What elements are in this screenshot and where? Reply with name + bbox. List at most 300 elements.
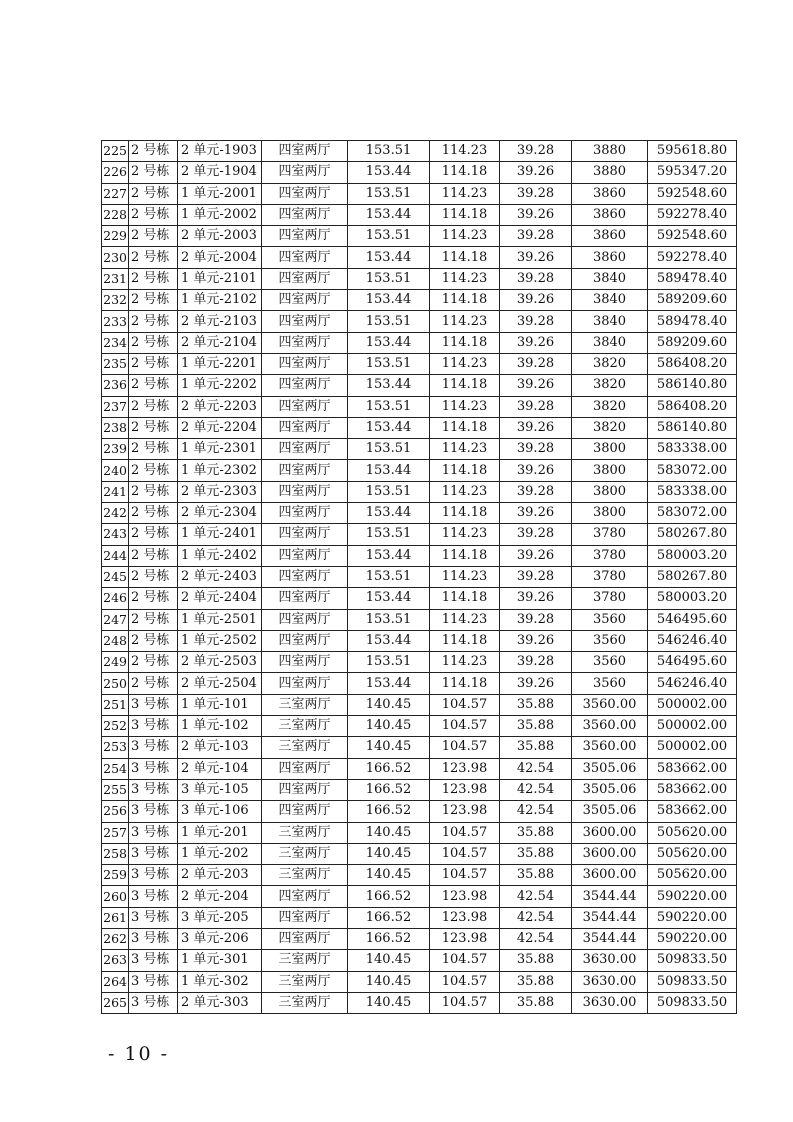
inner-area-cell: 114.23 <box>430 268 500 289</box>
unit-price-cell: 3780 <box>572 566 648 587</box>
building-area-cell: 153.44 <box>348 247 430 268</box>
unit-price-cell: 3560.00 <box>572 716 648 737</box>
layout-cell: 四室两厅 <box>262 417 348 438</box>
unit-room-cell: 3 单元-105 <box>178 779 262 800</box>
layout-cell: 四室两厅 <box>262 268 348 289</box>
layout-cell: 四室两厅 <box>262 652 348 673</box>
shared-area-cell: 42.54 <box>500 886 572 907</box>
layout-cell: 四室两厅 <box>262 226 348 247</box>
unit-price-cell: 3800 <box>572 481 648 502</box>
layout-cell: 三室两厅 <box>262 992 348 1013</box>
table-row <box>102 971 737 992</box>
total-price-cell: 586408.20 <box>648 353 737 374</box>
building-cell: 3 号栋 <box>129 907 178 928</box>
total-price-cell: 590220.00 <box>648 907 737 928</box>
total-price-cell: 586140.80 <box>648 375 737 396</box>
building-cell: 2 号栋 <box>129 204 178 225</box>
unit-room-cell: 2 单元-2104 <box>178 332 262 353</box>
building-area-cell: 140.45 <box>348 950 430 971</box>
layout-cell: 四室两厅 <box>262 460 348 481</box>
table-row <box>102 865 737 886</box>
row-index-cell: 260 <box>102 886 129 907</box>
total-price-cell: 546246.40 <box>648 630 737 651</box>
building-area-cell: 140.45 <box>348 843 430 864</box>
shared-area-cell: 42.54 <box>500 779 572 800</box>
total-price-cell: 580003.20 <box>648 588 737 609</box>
inner-area-cell: 114.23 <box>430 609 500 630</box>
building-area-cell: 166.52 <box>348 928 430 949</box>
shared-area-cell: 39.26 <box>500 673 572 694</box>
shared-area-cell: 39.28 <box>500 226 572 247</box>
unit-room-cell: 1 单元-2502 <box>178 630 262 651</box>
row-index-cell: 238 <box>102 417 129 438</box>
unit-room-cell: 1 单元-2402 <box>178 545 262 566</box>
shared-area-cell: 39.28 <box>500 396 572 417</box>
building-area-cell: 153.51 <box>348 183 430 204</box>
total-price-cell: 509833.50 <box>648 971 737 992</box>
table-row <box>102 183 737 204</box>
building-area-cell: 153.51 <box>348 353 430 374</box>
table-row <box>102 886 737 907</box>
table-row <box>102 162 737 183</box>
table-row <box>102 545 737 566</box>
table-row <box>102 226 737 247</box>
building-area-cell: 140.45 <box>348 992 430 1013</box>
inner-area-cell: 114.18 <box>430 162 500 183</box>
layout-cell: 三室两厅 <box>262 737 348 758</box>
row-index-cell: 233 <box>102 311 129 332</box>
unit-room-cell: 2 单元-104 <box>178 758 262 779</box>
shared-area-cell: 39.26 <box>500 630 572 651</box>
building-cell: 2 号栋 <box>129 162 178 183</box>
inner-area-cell: 114.18 <box>430 588 500 609</box>
unit-room-cell: 2 单元-2003 <box>178 226 262 247</box>
shared-area-cell: 39.26 <box>500 162 572 183</box>
building-cell: 3 号栋 <box>129 822 178 843</box>
building-cell: 2 号栋 <box>129 332 178 353</box>
unit-room-cell: 1 单元-202 <box>178 843 262 864</box>
row-index-cell: 264 <box>102 971 129 992</box>
total-price-cell: 546495.60 <box>648 652 737 673</box>
building-area-cell: 153.51 <box>348 268 430 289</box>
unit-room-cell: 1 单元-2301 <box>178 439 262 460</box>
unit-room-cell: 2 单元-2503 <box>178 652 262 673</box>
unit-room-cell: 2 单元-2404 <box>178 588 262 609</box>
building-area-cell: 153.44 <box>348 417 430 438</box>
building-area-cell: 153.44 <box>348 673 430 694</box>
unit-room-cell: 1 单元-2501 <box>178 609 262 630</box>
total-price-cell: 590220.00 <box>648 928 737 949</box>
total-price-cell: 500002.00 <box>648 694 737 715</box>
shared-area-cell: 35.88 <box>500 843 572 864</box>
unit-price-cell: 3560 <box>572 673 648 694</box>
building-area-cell: 166.52 <box>348 758 430 779</box>
row-index-cell: 229 <box>102 226 129 247</box>
layout-cell: 四室两厅 <box>262 353 348 374</box>
unit-room-cell: 2 单元-2504 <box>178 673 262 694</box>
layout-cell: 四室两厅 <box>262 481 348 502</box>
layout-cell: 四室两厅 <box>262 375 348 396</box>
building-area-cell: 153.44 <box>348 588 430 609</box>
total-price-cell: 509833.50 <box>648 950 737 971</box>
layout-cell: 四室两厅 <box>262 907 348 928</box>
unit-room-cell: 2 单元-1904 <box>178 162 262 183</box>
total-price-cell: 580267.80 <box>648 566 737 587</box>
total-price-cell: 589478.40 <box>648 311 737 332</box>
table-row <box>102 716 737 737</box>
shared-area-cell: 39.28 <box>500 311 572 332</box>
unit-room-cell: 2 单元-204 <box>178 886 262 907</box>
building-cell: 2 号栋 <box>129 524 178 545</box>
layout-cell: 四室两厅 <box>262 290 348 311</box>
building-cell: 2 号栋 <box>129 545 178 566</box>
total-price-cell: 505620.00 <box>648 843 737 864</box>
building-cell: 2 号栋 <box>129 268 178 289</box>
row-index-cell: 252 <box>102 716 129 737</box>
shared-area-cell: 39.28 <box>500 566 572 587</box>
row-index-cell: 234 <box>102 332 129 353</box>
row-index-cell: 261 <box>102 907 129 928</box>
unit-price-cell: 3630.00 <box>572 971 648 992</box>
layout-cell: 三室两厅 <box>262 865 348 886</box>
total-price-cell: 509833.50 <box>648 992 737 1013</box>
layout-cell: 四室两厅 <box>262 524 348 545</box>
unit-room-cell: 2 单元-2304 <box>178 503 262 524</box>
row-index-cell: 243 <box>102 524 129 545</box>
building-area-cell: 153.51 <box>348 524 430 545</box>
unit-room-cell: 1 单元-2001 <box>178 183 262 204</box>
total-price-cell: 583072.00 <box>648 460 737 481</box>
shared-area-cell: 35.88 <box>500 694 572 715</box>
building-cell: 2 号栋 <box>129 673 178 694</box>
table-row <box>102 630 737 651</box>
row-index-cell: 228 <box>102 204 129 225</box>
row-index-cell: 235 <box>102 353 129 374</box>
table-row <box>102 779 737 800</box>
inner-area-cell: 114.23 <box>430 353 500 374</box>
row-index-cell: 226 <box>102 162 129 183</box>
inner-area-cell: 104.57 <box>430 694 500 715</box>
inner-area-cell: 123.98 <box>430 779 500 800</box>
table-row <box>102 503 737 524</box>
unit-price-cell: 3560 <box>572 609 648 630</box>
inner-area-cell: 123.98 <box>430 801 500 822</box>
total-price-cell: 583662.00 <box>648 779 737 800</box>
total-price-cell: 583072.00 <box>648 503 737 524</box>
unit-room-cell: 2 单元-203 <box>178 865 262 886</box>
building-area-cell: 153.51 <box>348 141 430 162</box>
building-cell: 2 号栋 <box>129 588 178 609</box>
row-index-cell: 257 <box>102 822 129 843</box>
building-cell: 2 号栋 <box>129 609 178 630</box>
unit-price-cell: 3860 <box>572 204 648 225</box>
building-cell: 3 号栋 <box>129 928 178 949</box>
layout-cell: 三室两厅 <box>262 843 348 864</box>
building-area-cell: 153.51 <box>348 481 430 502</box>
inner-area-cell: 114.18 <box>430 332 500 353</box>
unit-room-cell: 2 单元-1903 <box>178 141 262 162</box>
layout-cell: 四室两厅 <box>262 588 348 609</box>
unit-room-cell: 1 单元-2302 <box>178 460 262 481</box>
inner-area-cell: 114.23 <box>430 396 500 417</box>
total-price-cell: 583338.00 <box>648 439 737 460</box>
building-cell: 2 号栋 <box>129 247 178 268</box>
layout-cell: 四室两厅 <box>262 332 348 353</box>
unit-room-cell: 1 单元-102 <box>178 716 262 737</box>
shared-area-cell: 39.28 <box>500 524 572 545</box>
table-row <box>102 268 737 289</box>
row-index-cell: 232 <box>102 290 129 311</box>
unit-price-cell: 3860 <box>572 183 648 204</box>
total-price-cell: 589209.60 <box>648 332 737 353</box>
shared-area-cell: 39.28 <box>500 268 572 289</box>
unit-price-cell: 3780 <box>572 545 648 566</box>
unit-room-cell: 1 单元-2201 <box>178 353 262 374</box>
unit-price-cell: 3840 <box>572 311 648 332</box>
table-row <box>102 928 737 949</box>
row-index-cell: 231 <box>102 268 129 289</box>
unit-price-cell: 3800 <box>572 439 648 460</box>
table-row <box>102 737 737 758</box>
unit-price-cell: 3600.00 <box>572 843 648 864</box>
row-index-cell: 237 <box>102 396 129 417</box>
layout-cell: 四室两厅 <box>262 247 348 268</box>
layout-cell: 四室两厅 <box>262 396 348 417</box>
building-area-cell: 140.45 <box>348 737 430 758</box>
building-cell: 2 号栋 <box>129 141 178 162</box>
inner-area-cell: 104.57 <box>430 971 500 992</box>
layout-cell: 四室两厅 <box>262 779 348 800</box>
building-cell: 2 号栋 <box>129 652 178 673</box>
table-row <box>102 439 737 460</box>
shared-area-cell: 39.26 <box>500 247 572 268</box>
building-area-cell: 153.44 <box>348 630 430 651</box>
unit-room-cell: 3 单元-106 <box>178 801 262 822</box>
building-area-cell: 166.52 <box>348 886 430 907</box>
total-price-cell: 592278.40 <box>648 247 737 268</box>
unit-price-cell: 3505.06 <box>572 801 648 822</box>
inner-area-cell: 114.23 <box>430 481 500 502</box>
shared-area-cell: 35.88 <box>500 737 572 758</box>
table-row <box>102 290 737 311</box>
shared-area-cell: 39.26 <box>500 460 572 481</box>
unit-price-cell: 3860 <box>572 226 648 247</box>
layout-cell: 四室两厅 <box>262 183 348 204</box>
building-cell: 2 号栋 <box>129 481 178 502</box>
table-row <box>102 311 737 332</box>
unit-room-cell: 1 单元-101 <box>178 694 262 715</box>
building-area-cell: 140.45 <box>348 716 430 737</box>
total-price-cell: 505620.00 <box>648 822 737 843</box>
table-row <box>102 247 737 268</box>
inner-area-cell: 104.57 <box>430 865 500 886</box>
layout-cell: 四室两厅 <box>262 609 348 630</box>
unit-price-cell: 3840 <box>572 290 648 311</box>
building-cell: 2 号栋 <box>129 375 178 396</box>
inner-area-cell: 114.18 <box>430 375 500 396</box>
building-cell: 2 号栋 <box>129 183 178 204</box>
total-price-cell: 500002.00 <box>648 737 737 758</box>
total-price-cell: 592548.60 <box>648 226 737 247</box>
building-area-cell: 153.44 <box>348 545 430 566</box>
building-cell: 3 号栋 <box>129 992 178 1013</box>
building-area-cell: 153.51 <box>348 226 430 247</box>
row-index-cell: 236 <box>102 375 129 396</box>
row-index-cell: 259 <box>102 865 129 886</box>
building-cell: 3 号栋 <box>129 886 178 907</box>
total-price-cell: 583338.00 <box>648 481 737 502</box>
unit-price-cell: 3820 <box>572 375 648 396</box>
building-area-cell: 153.51 <box>348 311 430 332</box>
shared-area-cell: 42.54 <box>500 907 572 928</box>
total-price-cell: 592548.60 <box>648 183 737 204</box>
shared-area-cell: 39.26 <box>500 503 572 524</box>
unit-price-cell: 3630.00 <box>572 992 648 1013</box>
building-area-cell: 153.51 <box>348 396 430 417</box>
total-price-cell: 500002.00 <box>648 716 737 737</box>
building-area-cell: 153.51 <box>348 566 430 587</box>
page-number: - 10 - <box>108 1043 170 1065</box>
building-cell: 3 号栋 <box>129 779 178 800</box>
layout-cell: 四室两厅 <box>262 439 348 460</box>
unit-room-cell: 1 单元-302 <box>178 971 262 992</box>
unit-room-cell: 1 单元-2401 <box>178 524 262 545</box>
shared-area-cell: 39.26 <box>500 375 572 396</box>
inner-area-cell: 114.18 <box>430 630 500 651</box>
building-area-cell: 153.44 <box>348 290 430 311</box>
building-area-cell: 153.51 <box>348 439 430 460</box>
unit-room-cell: 1 单元-2101 <box>178 268 262 289</box>
inner-area-cell: 123.98 <box>430 886 500 907</box>
total-price-cell: 583662.00 <box>648 801 737 822</box>
inner-area-cell: 104.57 <box>430 822 500 843</box>
total-price-cell: 546495.60 <box>648 609 737 630</box>
inner-area-cell: 104.57 <box>430 843 500 864</box>
row-index-cell: 247 <box>102 609 129 630</box>
table-row <box>102 332 737 353</box>
row-index-cell: 262 <box>102 928 129 949</box>
shared-area-cell: 39.28 <box>500 609 572 630</box>
table-row <box>102 758 737 779</box>
shared-area-cell: 42.54 <box>500 758 572 779</box>
shared-area-cell: 39.28 <box>500 481 572 502</box>
building-area-cell: 153.44 <box>348 375 430 396</box>
row-index-cell: 240 <box>102 460 129 481</box>
table-row <box>102 353 737 374</box>
unit-price-cell: 3544.44 <box>572 886 648 907</box>
shared-area-cell: 39.28 <box>500 183 572 204</box>
layout-cell: 四室两厅 <box>262 673 348 694</box>
inner-area-cell: 114.18 <box>430 460 500 481</box>
inner-area-cell: 104.57 <box>430 992 500 1013</box>
table-row <box>102 992 737 1013</box>
building-cell: 3 号栋 <box>129 716 178 737</box>
building-area-cell: 153.44 <box>348 460 430 481</box>
layout-cell: 三室两厅 <box>262 971 348 992</box>
building-area-cell: 153.44 <box>348 162 430 183</box>
layout-cell: 三室两厅 <box>262 822 348 843</box>
table-row <box>102 566 737 587</box>
table-row <box>102 375 737 396</box>
row-index-cell: 239 <box>102 439 129 460</box>
total-price-cell: 595618.80 <box>648 141 737 162</box>
unit-room-cell: 1 单元-301 <box>178 950 262 971</box>
unit-room-cell: 2 单元-2103 <box>178 311 262 332</box>
layout-cell: 四室两厅 <box>262 503 348 524</box>
layout-cell: 三室两厅 <box>262 950 348 971</box>
building-area-cell: 153.44 <box>348 204 430 225</box>
shared-area-cell: 39.28 <box>500 439 572 460</box>
layout-cell: 四室两厅 <box>262 204 348 225</box>
table-row <box>102 801 737 822</box>
layout-cell: 三室两厅 <box>262 716 348 737</box>
shared-area-cell: 35.88 <box>500 950 572 971</box>
unit-price-cell: 3800 <box>572 460 648 481</box>
inner-area-cell: 114.18 <box>430 503 500 524</box>
unit-price-cell: 3820 <box>572 417 648 438</box>
unit-price-cell: 3840 <box>572 268 648 289</box>
unit-room-cell: 2 单元-2204 <box>178 417 262 438</box>
total-price-cell: 586140.80 <box>648 417 737 438</box>
unit-room-cell: 3 单元-205 <box>178 907 262 928</box>
unit-price-cell: 3820 <box>572 353 648 374</box>
row-index-cell: 251 <box>102 694 129 715</box>
total-price-cell: 586408.20 <box>648 396 737 417</box>
building-cell: 3 号栋 <box>129 971 178 992</box>
shared-area-cell: 35.88 <box>500 822 572 843</box>
table-row <box>102 843 737 864</box>
row-index-cell: 241 <box>102 481 129 502</box>
row-index-cell: 263 <box>102 950 129 971</box>
building-cell: 2 号栋 <box>129 460 178 481</box>
shared-area-cell: 39.28 <box>500 652 572 673</box>
unit-price-cell: 3560 <box>572 652 648 673</box>
shared-area-cell: 39.28 <box>500 353 572 374</box>
table-row <box>102 609 737 630</box>
unit-price-cell: 3505.06 <box>572 758 648 779</box>
layout-cell: 四室两厅 <box>262 928 348 949</box>
row-index-cell: 242 <box>102 503 129 524</box>
inner-area-cell: 114.18 <box>430 545 500 566</box>
unit-room-cell: 2 单元-2203 <box>178 396 262 417</box>
row-index-cell: 265 <box>102 992 129 1013</box>
inner-area-cell: 104.57 <box>430 716 500 737</box>
row-index-cell: 256 <box>102 801 129 822</box>
table-row <box>102 524 737 545</box>
unit-price-cell: 3544.44 <box>572 907 648 928</box>
table-row <box>102 694 737 715</box>
unit-price-cell: 3560 <box>572 630 648 651</box>
unit-room-cell: 3 单元-206 <box>178 928 262 949</box>
building-cell: 3 号栋 <box>129 758 178 779</box>
inner-area-cell: 114.18 <box>430 204 500 225</box>
inner-area-cell: 114.23 <box>430 183 500 204</box>
row-index-cell: 250 <box>102 673 129 694</box>
unit-price-cell: 3600.00 <box>572 822 648 843</box>
unit-price-cell: 3630.00 <box>572 950 648 971</box>
layout-cell: 三室两厅 <box>262 694 348 715</box>
inner-area-cell: 114.18 <box>430 417 500 438</box>
inner-area-cell: 114.23 <box>430 566 500 587</box>
row-index-cell: 255 <box>102 779 129 800</box>
layout-cell: 四室两厅 <box>262 758 348 779</box>
unit-price-cell: 3600.00 <box>572 865 648 886</box>
building-cell: 3 号栋 <box>129 950 178 971</box>
unit-price-cell: 3560.00 <box>572 737 648 758</box>
total-price-cell: 580267.80 <box>648 524 737 545</box>
building-area-cell: 140.45 <box>348 694 430 715</box>
inner-area-cell: 104.57 <box>430 737 500 758</box>
